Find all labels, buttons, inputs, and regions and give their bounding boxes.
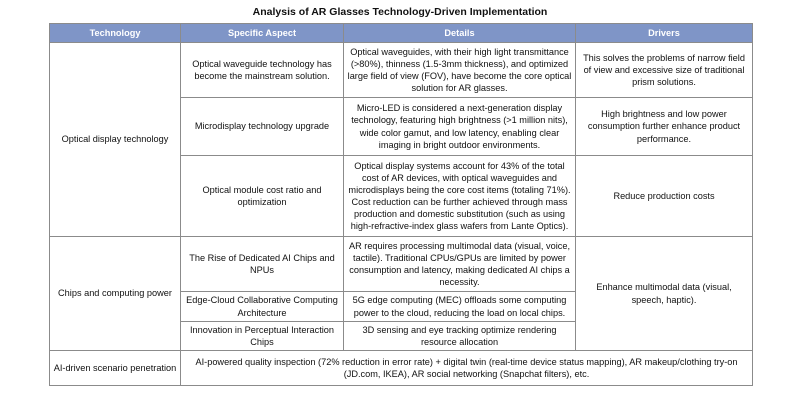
- technology-cell: AI-driven scenario penetration: [50, 351, 181, 386]
- details-cell: Optical waveguides, with their high light transmittance (>80%), thinness (1.5-3mm thickness), and optimized large field of view (FOV), have become the core optical solution for AR glasses.: [344, 43, 576, 98]
- details-cell: Optical display systems account for 43% of the total cost of AR devices, with optical waveguides and microdisplays being the core cost items (totaling 71%). Cost reduction can be further achieved through mass production and domestic substitution (such as using high-refractive-index glass wafers from Lante Optics).: [344, 156, 576, 237]
- header-technology: Technology: [50, 24, 181, 43]
- aspect-cell: Optical module cost ratio and optimization: [181, 156, 344, 237]
- drivers-cell: This solves the problems of narrow field of view and excessive size of traditional prism solutions.: [576, 43, 753, 98]
- aspect-cell: Optical waveguide technology has become the mainstream solution.: [181, 43, 344, 98]
- technology-cell: Chips and computing power: [50, 237, 181, 351]
- details-cell: 3D sensing and eye tracking optimize rendering resource allocation: [344, 322, 576, 351]
- drivers-cell: Reduce production costs: [576, 156, 753, 237]
- drivers-cell: Enhance multimodal data (visual, speech, haptic).: [576, 237, 753, 351]
- header-details: Details: [344, 24, 576, 43]
- aspect-cell: Innovation in Perceptual Interaction Chips: [181, 322, 344, 351]
- details-cell: AR requires processing multimodal data (visual, voice, tactile). Traditional CPUs/GPUs are limited by power consumption and latency, making dedicated AI chips a necessity.: [344, 237, 576, 292]
- details-cell: Micro-LED is considered a next-generation display technology, featuring high brightness (>1 million nits), wide color gamut, and low latency, enabling clear imaging in bright outdoor environments.: [344, 98, 576, 156]
- aspect-cell: The Rise of Dedicated AI Chips and NPUs: [181, 237, 344, 292]
- table-row: [50, 43, 753, 98]
- table-row: [50, 237, 753, 292]
- aspect-cell: Microdisplay technology upgrade: [181, 98, 344, 156]
- details-cell: 5G edge computing (MEC) offloads some computing power to the cloud, reducing the load on local chips.: [344, 292, 576, 322]
- analysis-table: [49, 23, 753, 386]
- table-title: Analysis of AR Glasses Technology-Driven Implementation: [252, 6, 548, 18]
- drivers-cell: High brightness and low power consumption further enhance product performance.: [576, 98, 753, 156]
- aspect-cell: Edge-Cloud Collaborative Computing Architecture: [181, 292, 344, 322]
- table-row: [50, 351, 753, 386]
- technology-cell: Optical display technology: [50, 43, 181, 237]
- details-cell: AI-powered quality inspection (72% reduction in error rate) + digital twin (real-time device status mapping), AR makeup/clothing try-on (JD.com, IKEA), AR social networking (Snapchat filters), etc.: [181, 351, 753, 386]
- header-drivers: Drivers: [576, 24, 753, 43]
- header-specific-aspect: Specific Aspect: [181, 24, 344, 43]
- header-row: [50, 24, 753, 43]
